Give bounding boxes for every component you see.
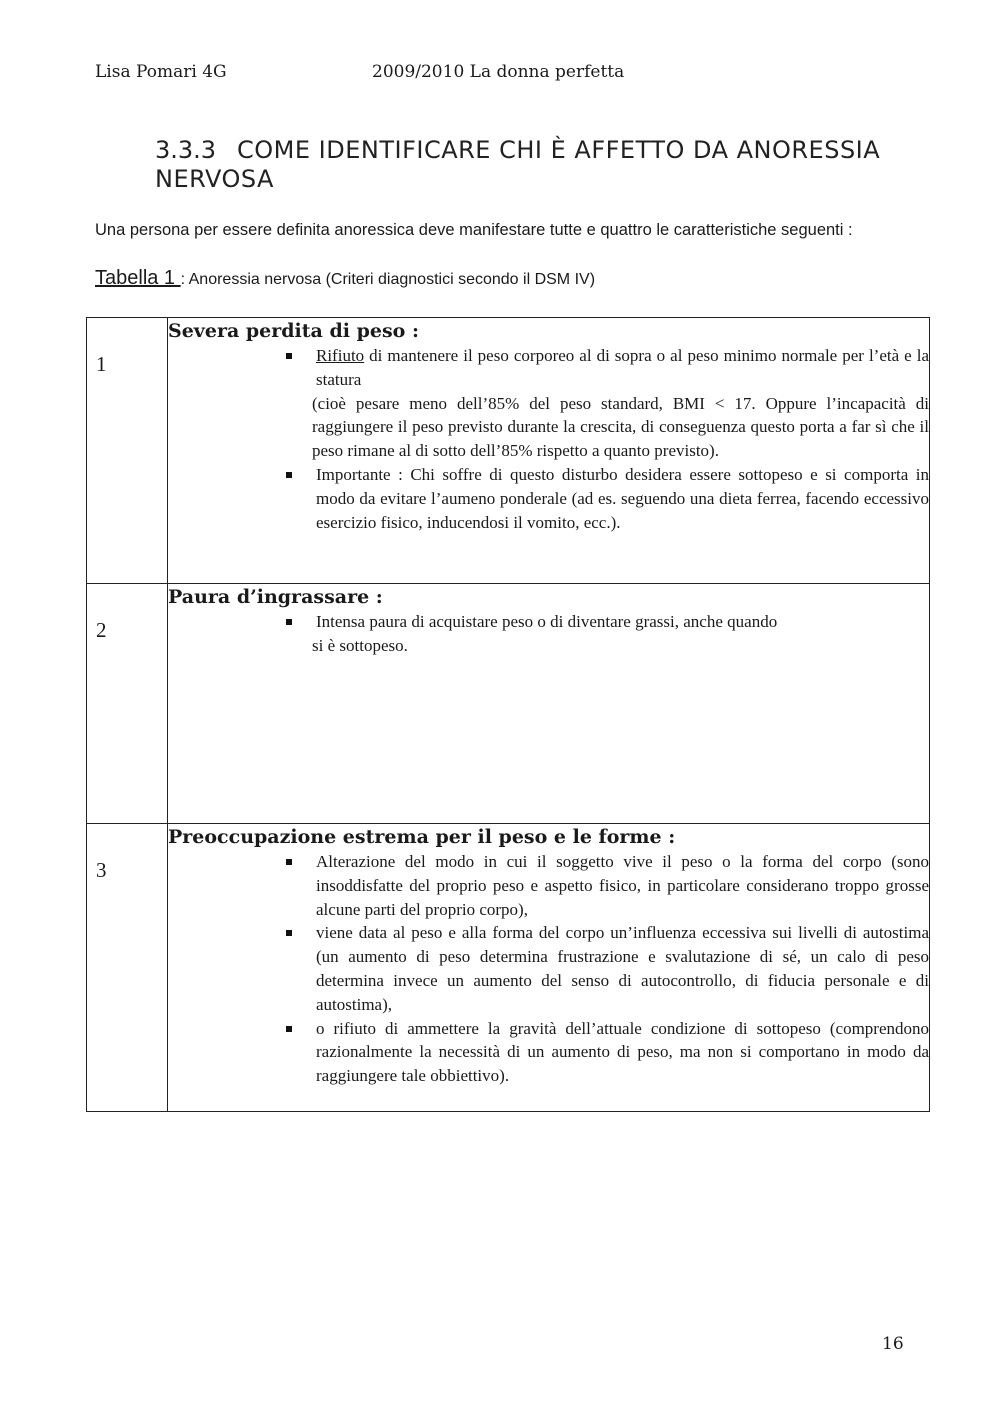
row-number: 3 — [96, 858, 107, 882]
section-heading — [155, 136, 905, 194]
list-item — [316, 463, 929, 534]
list-item-text: Alterazione del modo in cui il soggetto vive il peso o la forma del corpo (sono insoddisfatte del proprio peso e aspetto fisico, in particolare considerano troppo grosse alcune parti del proprio corpo), — [316, 852, 929, 919]
table-caption-text: : Anoressia nervosa (Criteri diagnostici secondo il DSM IV) — [180, 271, 596, 288]
underlined-word: Rifiuto — [316, 346, 365, 365]
criterion-title: Severa perdita di peso : — [168, 320, 419, 342]
list-item-text: di mantenere il peso corporeo al di sopra o al peso minimo normale per l’età e la statura — [316, 346, 929, 389]
row-number: 2 — [96, 618, 107, 642]
criterion-title: Paura d’ingrassare : — [168, 586, 383, 608]
table-caption — [95, 267, 595, 290]
row-content-cell — [168, 824, 930, 1112]
section-number: 3.3.3 — [155, 136, 217, 164]
list-item — [316, 921, 929, 1016]
list-item — [316, 1017, 929, 1088]
table-row — [87, 318, 930, 584]
list-item-continuation: si è sottopeso. — [312, 635, 408, 655]
header-author: Lisa Pomari 4G — [95, 62, 227, 82]
list-item — [316, 610, 929, 634]
list-item-text: Importante : Chi soffre di questo disturbo desidera essere sottopeso e si comporta in modo da evitare l’aumeno ponderale (ad es. seguendo una dieta ferrea, facendo eccessivo esercizio fisico, inducendosi il vomito, ecc.). — [316, 464, 929, 532]
section-title: COME IDENTIFICARE CHI È AFFETTO DA ANORESSIA NERVOSA — [155, 136, 881, 193]
header-title: 2009/2010 La donna perfetta — [372, 62, 625, 82]
table-row — [87, 584, 930, 824]
row-content-cell — [168, 584, 930, 824]
bullet-icon — [286, 619, 292, 625]
intro-paragraph: Una persona per essere definita anoressica deve manifestare tutte e quattro le caratteristiche seguenti : — [95, 221, 853, 239]
row-number-cell — [87, 584, 168, 824]
row-number-cell — [87, 824, 168, 1112]
criteria-table — [86, 317, 930, 1112]
page-number: 16 — [882, 1334, 904, 1354]
bullet-icon — [286, 353, 292, 359]
bullet-icon — [286, 472, 292, 478]
list-item — [316, 850, 929, 921]
row-number-cell — [87, 318, 168, 584]
list-item — [316, 344, 929, 392]
bullet-icon — [286, 859, 292, 865]
row-number: 1 — [96, 352, 107, 376]
table-row — [87, 824, 930, 1112]
row-content-cell — [168, 318, 930, 584]
bullet-icon — [286, 1026, 292, 1032]
list-item-text: viene data al peso e alla forma del corpo un’influenza eccessiva sui livelli di autostima (un aumento di peso determina frustrazione e svalutazione di sé, un calo di peso determina invece un aumento del senso di autocontrollo, di fiducia personale e di autostima), — [316, 923, 929, 1014]
table-caption-label: Tabella 1 — [95, 267, 181, 289]
list-item-text: Intensa paura di acquistare peso o di diventare grassi, anche quando — [316, 612, 778, 631]
criterion-list — [168, 344, 929, 534]
criterion-list — [168, 610, 929, 658]
criterion-list — [168, 850, 929, 1088]
sub-paragraph: (cioè pesare meno dell’85% del peso standard, BMI < 17. Oppure l’incapacità di raggiungere il peso previsto durante la crescita, di conseguenza questo porta a far sì che il peso rimane al di sotto dell’85% rispetto a quanto previsto). — [312, 393, 929, 461]
bullet-icon — [286, 930, 292, 936]
list-item-text: o rifiuto di ammettere la gravità dell’attuale condizione di sottopeso (comprendono razionalmente la necessità di un aumento di peso, ma non si comportano in modo da raggiungere tale obbiettivo). — [316, 1018, 929, 1086]
criterion-title: Preoccupazione estrema per il peso e le forme : — [168, 826, 676, 848]
